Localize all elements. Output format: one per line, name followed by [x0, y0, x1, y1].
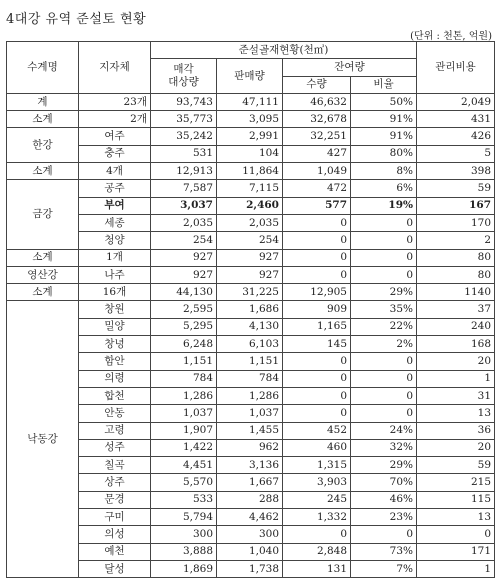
cell-qty: 577: [283, 197, 351, 214]
cell-qty: 3,903: [283, 474, 351, 491]
cell-target: 784: [151, 370, 217, 387]
cell-ratio: 0: [351, 387, 417, 404]
cell-sold: 784: [217, 370, 283, 387]
cell-target: 927: [151, 266, 217, 283]
table-row: [7, 422, 495, 439]
cell-ratio: 0: [351, 370, 417, 387]
cell-cost: 36: [417, 422, 495, 439]
cell-region: 세종: [79, 214, 151, 231]
table-row: [7, 249, 495, 266]
header-qty: 수량: [283, 76, 351, 93]
cell-cost: 13: [417, 405, 495, 422]
cell-ratio: 70%: [351, 474, 417, 491]
cell-qty: 2,848: [283, 543, 351, 560]
cell-cost: 1: [417, 560, 495, 577]
cell-ratio: 29%: [351, 284, 417, 301]
cell-ratio: 0: [351, 214, 417, 231]
cell-qty: 1,165: [283, 318, 351, 335]
cell-cost: 59: [417, 180, 495, 197]
cell-cost: 171: [417, 543, 495, 560]
cell-sold: 11,864: [217, 163, 283, 180]
table-row: [7, 128, 495, 145]
cell-target: 1,422: [151, 439, 217, 456]
table-row: [7, 439, 495, 456]
cell-ratio: 22%: [351, 318, 417, 335]
page-title: 4대강 유역 준설토 현황: [6, 12, 147, 27]
table-row: [7, 457, 495, 474]
cell-ratio: 0: [351, 266, 417, 283]
cell-cost: 37: [417, 301, 495, 318]
cell-sold: 254: [217, 232, 283, 249]
cell-sold: 962: [217, 439, 283, 456]
cell-target: 93,743: [151, 93, 217, 110]
cell-qty: 46,632: [283, 93, 351, 110]
cell-target: 3,888: [151, 543, 217, 560]
cell-qty: 0: [283, 526, 351, 543]
cell-ratio: 46%: [351, 491, 417, 508]
cell-ratio: 7%: [351, 560, 417, 577]
cell-target: 5,570: [151, 474, 217, 491]
cell-qty: 0: [283, 353, 351, 370]
cell-region: 여주: [79, 128, 151, 145]
header-remaining: 잔여량: [283, 59, 417, 76]
cell-target: 1,907: [151, 422, 217, 439]
cell-qty: 0: [283, 214, 351, 231]
cell-sold: 104: [217, 145, 283, 162]
cell-cost: 31: [417, 387, 495, 404]
cell-river: 금강: [7, 180, 79, 249]
table-row: [7, 318, 495, 335]
cell-qty: 0: [283, 387, 351, 404]
cell-river: 영산강: [7, 266, 79, 283]
cell-ratio: 19%: [351, 197, 417, 214]
cell-qty: 32,678: [283, 111, 351, 128]
table-row: [7, 543, 495, 560]
cell-region: 함안: [79, 353, 151, 370]
cell-target: 927: [151, 249, 217, 266]
cell-region: 의성: [79, 526, 151, 543]
cell-cost: 13: [417, 509, 495, 526]
cell-ratio: 91%: [351, 128, 417, 145]
cell-sold: 1,686: [217, 301, 283, 318]
cell-sold: 927: [217, 249, 283, 266]
cell-qty: 427: [283, 145, 351, 162]
cell-target: 5,794: [151, 509, 217, 526]
cell-ratio: 24%: [351, 422, 417, 439]
cell-ratio: 0: [351, 249, 417, 266]
cell-target: 44,130: [151, 284, 217, 301]
table-row: [7, 93, 495, 110]
cell-sold: 31,225: [217, 284, 283, 301]
table-row: [7, 509, 495, 526]
cell-cost: 20: [417, 439, 495, 456]
cell-qty: 1,049: [283, 163, 351, 180]
cell-target: 531: [151, 145, 217, 162]
cell-target: 1,151: [151, 353, 217, 370]
cell-target: 5,295: [151, 318, 217, 335]
cell-region: 23개: [79, 93, 151, 110]
cell-sold: 7,115: [217, 180, 283, 197]
table-row: [7, 474, 495, 491]
header-ratio: 비율: [351, 76, 417, 93]
cell-river: 소계: [7, 163, 79, 180]
cell-target: 1,869: [151, 560, 217, 577]
cell-river: 낙동강: [7, 301, 79, 578]
header-sale-target: [151, 59, 217, 94]
cell-qty: 909: [283, 301, 351, 318]
table-row: [7, 301, 495, 318]
cell-qty: 452: [283, 422, 351, 439]
cell-target: 1,286: [151, 387, 217, 404]
cell-target: 1,037: [151, 405, 217, 422]
header-sold: 판매량: [217, 59, 283, 94]
header-region: 지자체: [79, 42, 151, 94]
cell-cost: 240: [417, 318, 495, 335]
cell-cost: 167: [417, 197, 495, 214]
cell-qty: 12,905: [283, 284, 351, 301]
cell-target: 6,248: [151, 336, 217, 353]
cell-sold: 1,037: [217, 405, 283, 422]
table-row: [7, 387, 495, 404]
unit-note: (단위 : 천톤, 억원): [410, 31, 492, 42]
cell-sold: 1,040: [217, 543, 283, 560]
cell-river: 한강: [7, 128, 79, 163]
table-row: [7, 266, 495, 283]
cell-ratio: 50%: [351, 93, 417, 110]
header-mgmt-cost: 관리비용: [417, 42, 495, 94]
table-row: [7, 526, 495, 543]
cell-qty: 0: [283, 405, 351, 422]
cell-ratio: 35%: [351, 301, 417, 318]
table-row: [7, 370, 495, 387]
cell-sold: 927: [217, 266, 283, 283]
cell-qty: 145: [283, 336, 351, 353]
table-row: [7, 111, 495, 128]
cell-cost: 2: [417, 232, 495, 249]
header-sale-target-line2: 대상량: [168, 76, 199, 89]
cell-region: 공주: [79, 180, 151, 197]
cell-qty: 0: [283, 370, 351, 387]
cell-ratio: 0: [351, 405, 417, 422]
header-sale-target-line1: 매각: [173, 63, 194, 76]
cell-ratio: 80%: [351, 145, 417, 162]
cell-cost: 80: [417, 266, 495, 283]
cell-target: 533: [151, 491, 217, 508]
cell-region: 충주: [79, 145, 151, 162]
cell-region: 합천: [79, 387, 151, 404]
cell-ratio: 0: [351, 526, 417, 543]
cell-qty: 472: [283, 180, 351, 197]
table-row: [7, 284, 495, 301]
cell-cost: 1: [417, 370, 495, 387]
cell-cost: 115: [417, 491, 495, 508]
table-row: [7, 491, 495, 508]
cell-cost: 0: [417, 526, 495, 543]
cell-sold: 2,991: [217, 128, 283, 145]
cell-region: 문경: [79, 491, 151, 508]
cell-target: 2,035: [151, 214, 217, 231]
cell-target: 35,773: [151, 111, 217, 128]
cell-qty: 1,332: [283, 509, 351, 526]
cell-ratio: 91%: [351, 111, 417, 128]
cell-cost: 1140: [417, 284, 495, 301]
cell-region: 밀양: [79, 318, 151, 335]
cell-region: 고령: [79, 422, 151, 439]
cell-region: 상주: [79, 474, 151, 491]
cell-cost: 398: [417, 163, 495, 180]
cell-ratio: 32%: [351, 439, 417, 456]
cell-sold: 1,667: [217, 474, 283, 491]
cell-target: 2,595: [151, 301, 217, 318]
cell-cost: 5: [417, 145, 495, 162]
cell-river: 계: [7, 93, 79, 110]
cell-region: 1개: [79, 249, 151, 266]
cell-qty: 1,315: [283, 457, 351, 474]
table-row: [7, 232, 495, 249]
cell-cost: 426: [417, 128, 495, 145]
table-row: [7, 214, 495, 231]
cell-region: 안동: [79, 405, 151, 422]
cell-region: 16개: [79, 284, 151, 301]
cell-sold: 1,151: [217, 353, 283, 370]
cell-sold: 6,103: [217, 336, 283, 353]
header-river: 수계명: [7, 42, 79, 94]
cell-sold: 288: [217, 491, 283, 508]
cell-region: 나주: [79, 266, 151, 283]
header-dredge-status: 준설골재현황(천㎥): [151, 42, 417, 59]
table-row: [7, 353, 495, 370]
cell-sold: 2,035: [217, 214, 283, 231]
cell-region: 2개: [79, 111, 151, 128]
cell-river: 소계: [7, 111, 79, 128]
cell-cost: 2,049: [417, 93, 495, 110]
cell-ratio: 6%: [351, 180, 417, 197]
table-row: [7, 145, 495, 162]
cell-region: 부여: [79, 197, 151, 214]
cell-river: 소계: [7, 249, 79, 266]
cell-sold: 1,286: [217, 387, 283, 404]
cell-region: 청양: [79, 232, 151, 249]
cell-ratio: 0: [351, 232, 417, 249]
cell-target: 35,242: [151, 128, 217, 145]
cell-ratio: 29%: [351, 457, 417, 474]
cell-qty: 0: [283, 249, 351, 266]
cell-target: 4,451: [151, 457, 217, 474]
table-row: [7, 180, 495, 197]
cell-sold: 2,460: [217, 197, 283, 214]
cell-region: 4개: [79, 163, 151, 180]
cell-ratio: 73%: [351, 543, 417, 560]
cell-region: 달성: [79, 560, 151, 577]
cell-sold: 1,455: [217, 422, 283, 439]
table-row: [7, 336, 495, 353]
cell-cost: 59: [417, 457, 495, 474]
cell-qty: 245: [283, 491, 351, 508]
cell-cost: 431: [417, 111, 495, 128]
cell-target: 300: [151, 526, 217, 543]
cell-ratio: 2%: [351, 336, 417, 353]
cell-target: 12,913: [151, 163, 217, 180]
cell-qty: 0: [283, 232, 351, 249]
cell-ratio: 8%: [351, 163, 417, 180]
cell-sold: 1,738: [217, 560, 283, 577]
cell-sold: 3,136: [217, 457, 283, 474]
cell-river: 소계: [7, 284, 79, 301]
table-row: [7, 560, 495, 577]
cell-ratio: 0: [351, 353, 417, 370]
cell-cost: 168: [417, 336, 495, 353]
table-row: [7, 163, 495, 180]
cell-region: 창원: [79, 301, 151, 318]
cell-qty: 460: [283, 439, 351, 456]
cell-target: 254: [151, 232, 217, 249]
cell-sold: 300: [217, 526, 283, 543]
cell-cost: 80: [417, 249, 495, 266]
cell-region: 성주: [79, 439, 151, 456]
cell-target: 3,037: [151, 197, 217, 214]
dredge-table: [6, 41, 495, 578]
cell-ratio: 23%: [351, 509, 417, 526]
cell-cost: 215: [417, 474, 495, 491]
cell-region: 의령: [79, 370, 151, 387]
cell-cost: 20: [417, 353, 495, 370]
cell-region: 예천: [79, 543, 151, 560]
table-row: [7, 197, 495, 214]
cell-sold: 4,130: [217, 318, 283, 335]
cell-sold: 4,462: [217, 509, 283, 526]
cell-region: 구미: [79, 509, 151, 526]
table-row: [7, 405, 495, 422]
cell-sold: 47,111: [217, 93, 283, 110]
cell-qty: 32,251: [283, 128, 351, 145]
cell-cost: 170: [417, 214, 495, 231]
cell-sold: 3,095: [217, 111, 283, 128]
cell-target: 7,587: [151, 180, 217, 197]
cell-qty: 131: [283, 560, 351, 577]
cell-qty: 0: [283, 266, 351, 283]
cell-region: 칠곡: [79, 457, 151, 474]
cell-region: 창녕: [79, 336, 151, 353]
